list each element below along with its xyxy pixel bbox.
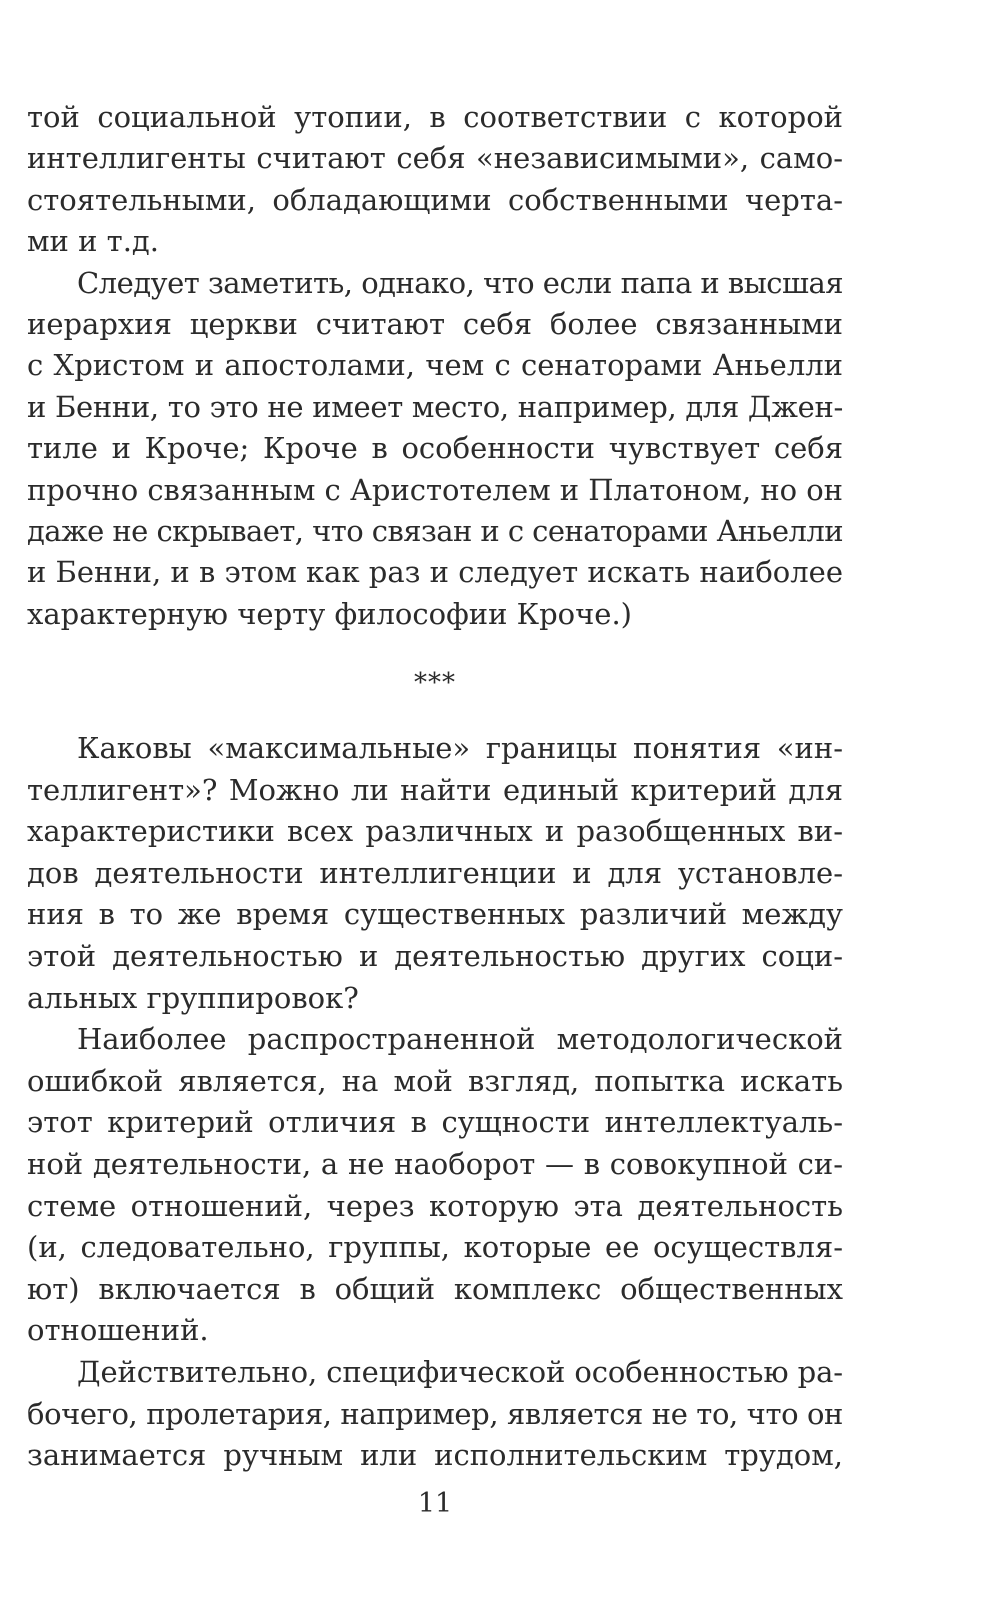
text-line: (и, следовательно, группы, которые ее осуществля- [27, 1230, 843, 1265]
text-line: дов деятельности интеллигенции и для установле- [27, 855, 843, 890]
text-line: бочего, пролетария, например, является не то, что он [27, 1396, 843, 1431]
text-line: Следует заметить, однако, что если папа и высшая [77, 265, 843, 300]
text-line: ной деятельности, а не наоборот — в совокупной си- [27, 1146, 843, 1181]
text-line: Каковы «максимальные» границы понятия «ин- [77, 731, 843, 765]
text-line: ют) включается в общий комплекс общественных [27, 1271, 843, 1306]
text-line: прочно связанным с Аристотелем и Платоном, но он [27, 472, 843, 507]
text-line: и Бенни, и в этом как раз и следует искать наиболее [27, 555, 843, 590]
text-line: тиле и Кроче; Кроче в особенности чувствует себя [27, 431, 843, 466]
text-line: характеристики всех различных и разобщенных ви- [27, 814, 843, 849]
text-line: с Христом и апостолами, чем с сенаторами Аньелли [27, 348, 843, 383]
text-line: даже не скрывает, что связан и с сенаторами Аньелли [27, 513, 843, 548]
text-line: интеллигенты считают себя «независимыми», само- [27, 141, 843, 176]
text-line: характерную черту философии Кроче.) [27, 596, 632, 631]
text-line: Наиболее распространенной методологической [77, 1022, 843, 1057]
text-line: ошибкой является, на мой взгляд, попытка искать [27, 1063, 843, 1098]
text-line: иерархия церкви считают себя более связанными [27, 306, 843, 341]
section-separator: *** [414, 668, 456, 698]
text-line: той социальной утопии, в соответствии с которой [27, 100, 843, 134]
text-line: теллигент»? Можно ли найти единый критерий для [27, 772, 843, 807]
text-line: ния в то же время существенных различий между [27, 897, 843, 932]
text-line: Действительно, специфической особенностью ра- [77, 1354, 843, 1389]
text-line: и Бенни, то это не имеет место, например, для Джен- [27, 389, 843, 424]
text-block-top [27, 97, 843, 635]
text-block-bottom [27, 728, 843, 1477]
page-number: 11 [417, 1488, 453, 1519]
text-line: стеме отношений, через которую эта деятельность [27, 1188, 843, 1223]
text-line: отношений. [27, 1313, 209, 1348]
text-line: ми и т.д. [27, 224, 159, 259]
text-line: альных группировок? [27, 980, 359, 1015]
text-line: этот критерий отличия в сущности интеллектуаль- [27, 1105, 843, 1140]
text-line: этой деятельностью и деятельностью других соци- [27, 938, 843, 973]
text-line: стоятельными, обладающими собственными черта- [27, 182, 843, 217]
text-line: занимается ручным или исполнительским трудом, [27, 1438, 843, 1473]
